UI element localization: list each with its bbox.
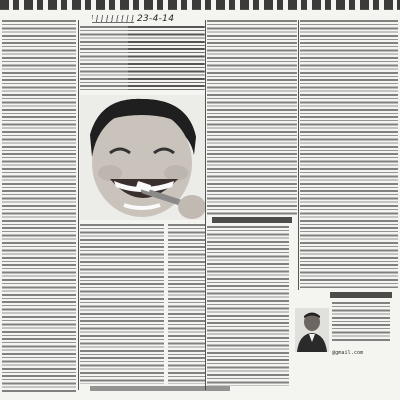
- author-name-block: [330, 292, 392, 298]
- smiling-child-icon: [80, 95, 205, 220]
- dateline-text: 23-4-14: [137, 14, 175, 24]
- body-text-lines: [300, 20, 398, 288]
- text-column-3-top: [128, 26, 204, 92]
- body-text-lines: [207, 226, 289, 386]
- text-column-2-bottom: [80, 224, 164, 384]
- handwritten-source-note: [92, 15, 134, 23]
- handwritten-date: [92, 14, 174, 24]
- headline-text-block: [0, 0, 400, 18]
- body-text-lines: [168, 224, 206, 384]
- article-headline: [0, 0, 400, 18]
- sub-headline: [212, 217, 292, 223]
- body-text-lines: [128, 26, 204, 92]
- author-email: @gmail.com: [332, 350, 364, 356]
- body-text-lines: [2, 20, 76, 392]
- author-box: [292, 292, 392, 368]
- body-text-lines: [207, 20, 297, 215]
- text-column-5: [300, 20, 398, 288]
- continuation-line: [90, 386, 230, 391]
- column-rule: [78, 20, 79, 390]
- text-column-4-bottom: [207, 226, 289, 386]
- author-credentials-lines: [332, 302, 390, 342]
- text-column-3-bottom: [168, 224, 206, 384]
- author-portrait-icon: [295, 308, 329, 352]
- body-text-lines: [80, 224, 164, 384]
- author-photo: [295, 308, 329, 352]
- text-column-1: [2, 20, 76, 392]
- text-column-4: [207, 20, 297, 215]
- column-rule: [205, 20, 206, 390]
- child-toothbrush-photo: [80, 95, 205, 220]
- column-rule: [298, 20, 299, 290]
